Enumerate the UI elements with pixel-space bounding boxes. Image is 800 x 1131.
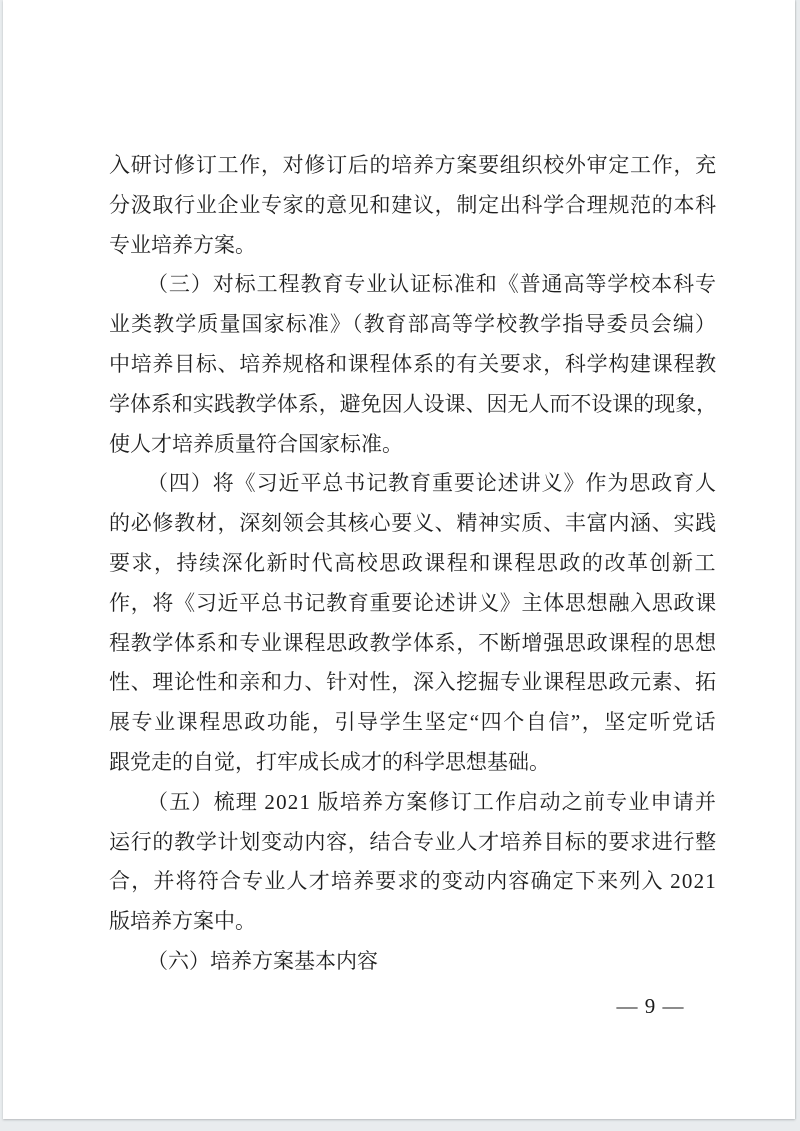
document-page — [3, 0, 795, 1119]
text-line: （五）梳理 2021 版培养方案修订工作启动之前专业申请并 — [147, 789, 718, 814]
text-line: （六）培养方案基本内容 — [147, 948, 378, 973]
text-line: 作，将《习近平总书记教育重要论述讲义》主体思想融入思政课 — [109, 590, 717, 615]
text-line: 中培养目标、培养规格和课程体系的有关要求，科学构建课程教 — [109, 351, 717, 376]
text-line: 运行的教学计划变动内容，结合专业人才培养目标的要求进行整 — [109, 829, 717, 854]
text-line: 分汲取行业企业专家的意见和建议，制定出科学合理规范的本科 — [109, 192, 717, 217]
text-line: 合，并将符合专业人才培养要求的变动内容确定下来列入 2021 — [109, 869, 717, 894]
text-line: 程教学体系和专业课程思政教学体系，不断增强思政课程的思想 — [109, 630, 717, 655]
text-line: 的必修教材，深刻领会其核心要义、精神实质、丰富内涵、实践 — [109, 511, 717, 536]
text-line: 专业培养方案。 — [109, 232, 256, 257]
text-line: 展专业课程思政功能，引导学生坚定“四个自信”，坚定听党话 — [109, 710, 718, 735]
text-line: 要求，持续深化新时代高校思政课程和课程思政的改革创新工 — [109, 550, 718, 575]
text-line: 业类教学质量国家标准》（教育部高等学校教学指导委员会编） — [109, 312, 718, 337]
text-line: （三）对标工程教育专业认证标准和《普通高等学校本科专 — [147, 272, 717, 297]
text-line: 入研讨修订工作，对修订后的培养方案要组织校外审定工作，充 — [109, 153, 717, 177]
text-line: 跟党走的自觉，打牢成长成才的科学思想基础。 — [109, 749, 550, 774]
document-body — [109, 146, 717, 982]
text-line: 版培养方案中。 — [109, 909, 256, 934]
text-line: 性、理论性和亲和力、针对性，深入挖掘专业课程思政元素、拓 — [109, 670, 717, 695]
text-line: 使人才培养质量符合国家标准。 — [109, 431, 403, 456]
text-line: 学体系和实践教学体系，避免因人设课、因无人而不设课的现象， — [109, 391, 718, 416]
text-line: （四）将《习近平总书记教育重要论述讲义》作为思政育人 — [147, 471, 717, 496]
page-number: — 9 — — [616, 994, 684, 1018]
